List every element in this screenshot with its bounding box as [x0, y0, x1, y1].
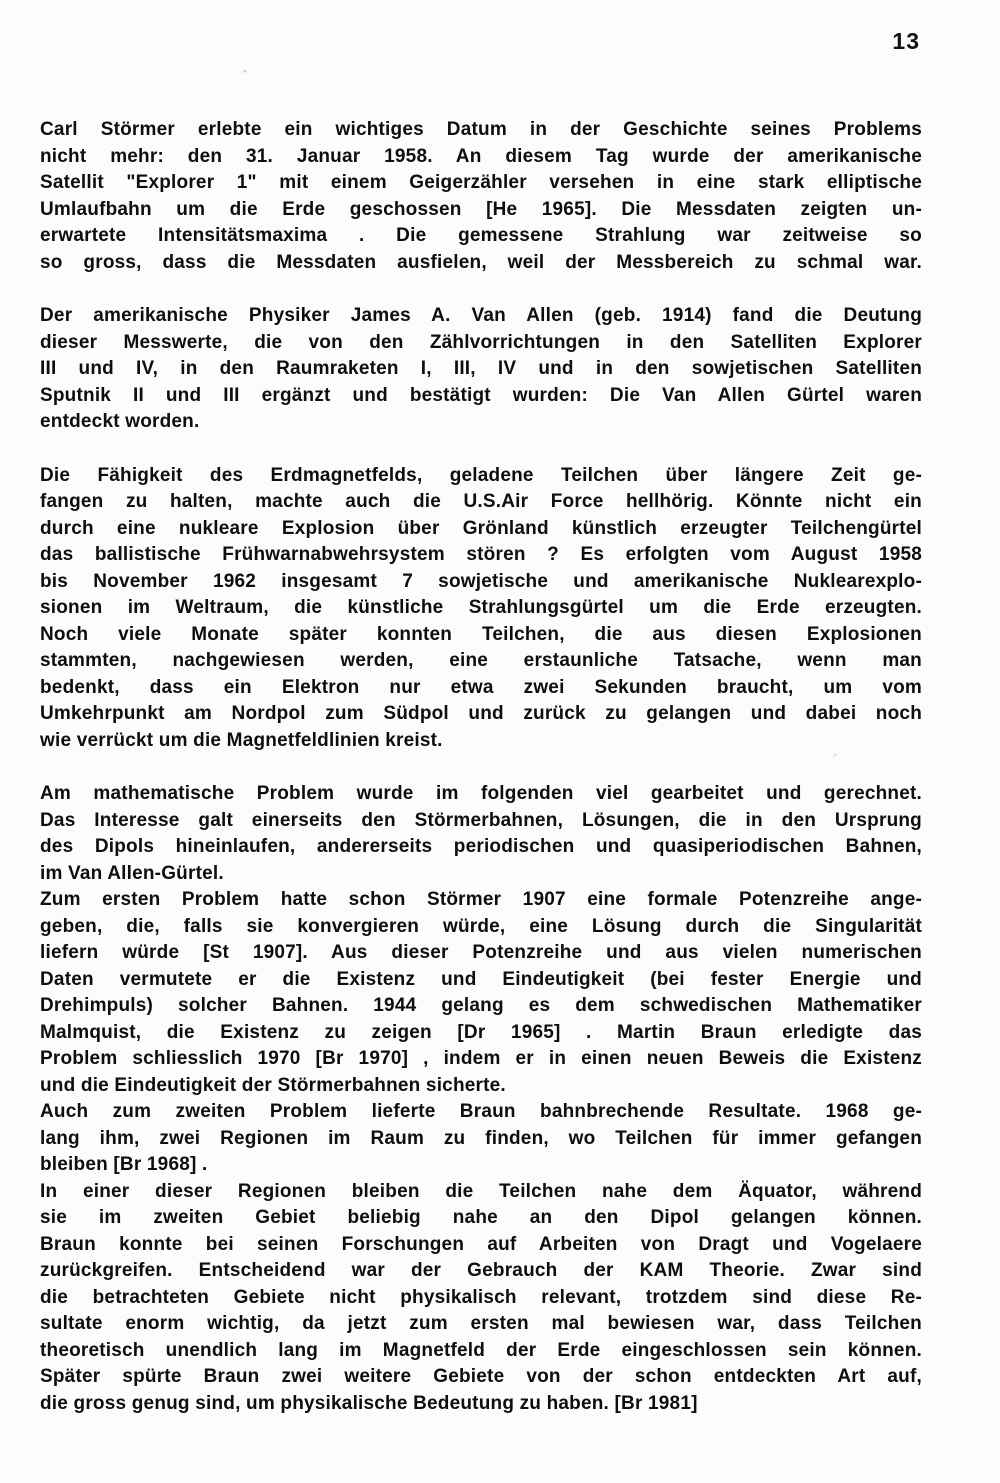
text-line: erwartete Intensitätsmaxima . Die gemessene Strahlung war zeitweise so: [40, 225, 922, 246]
text-line: des Dipols hineinlaufen, andererseits periodischen und quasiperiodischen Bahnen,: [40, 836, 922, 857]
text-line: Umkehrpunkt am Nordpol zum Südpol und zurück zu gelangen und dabei noch: [40, 703, 922, 724]
text-line: Noch viele Monate später konnten Teilchen, die aus diesen Explosionen: [40, 623, 922, 645]
text-line: Die Fähigkeit des Erdmagnetfelds, geladene Teilchen über längere Zeit ge-: [40, 464, 922, 486]
text-line: lang ihm, zwei Regionen im Raum zu finden, wo Teilchen für immer gefangen: [40, 1127, 922, 1149]
text-line: sie im zweiten Gebiet beliebig nahe an den Dipol gelangen können.: [40, 1207, 922, 1228]
paragraph: [40, 117, 922, 276]
page-content: [40, 117, 922, 1417]
text-line: III und IV, in den Raumraketen I, III, IV und in den sowjetischen Satelliten: [40, 358, 922, 379]
text-line: nicht mehr: den 31. Januar 1958. An diesem Tag wurde der amerikanische: [40, 145, 922, 167]
text-line: Satellit "Explorer 1" mit einem Geigerzähler versehen in eine stark elliptische: [40, 172, 922, 193]
text-line: Am mathematische Problem wurde im folgenden viel gearbeitet und gerechnet.: [40, 783, 922, 804]
text-line: Drehimpuls) solcher Bahnen. 1944 gelang es dem schwedischen Mathematiker: [40, 995, 922, 1016]
text-line: geben, die, falls sie konvergieren würde, eine Lösung durch die Singularität: [40, 915, 922, 937]
text-line: Braun konnte bei seinen Forschungen auf Arbeiten von Dragt und Vogelaere: [40, 1233, 922, 1255]
text-line: fangen zu halten, machte auch die U.S.Air Force hellhörig. Könnte nicht ein: [40, 491, 922, 512]
text-line: bleiben [Br 1968] .: [40, 1154, 208, 1175]
page-number: 13: [892, 28, 920, 54]
text-line: durch eine nukleare Explosion über Grönland künstlich erzeugter Teilchengürtel: [40, 517, 922, 539]
text-line: bedenkt, dass ein Elektron nur etwa zwei Sekunden braucht, um vom: [40, 676, 922, 698]
text-line: Carl Störmer erlebte ein wichtiges Datum in der Geschichte seines Problems: [40, 119, 922, 140]
text-line: Auch zum zweiten Problem lieferte Braun bahnbrechende Resultate. 1968 ge-: [40, 1101, 922, 1122]
text-line: Zum ersten Problem hatte schon Störmer 1907 eine formale Potenzreihe ange-: [40, 889, 922, 910]
text-line: wie verrückt um die Magnetfeldlinien kreist.: [40, 729, 443, 751]
text-line: so gross, dass die Messdaten ausfielen, weil der Messbereich zu schmal war.: [40, 251, 922, 273]
text-line: Das Interesse galt einerseits den Störmerbahnen, Lösungen, die in den Ursprung: [40, 809, 922, 831]
text-line: die gross genug sind, um physikalische Bedeutung zu haben. [Br 1981]: [40, 1392, 698, 1414]
text-line: dieser Messwerte, die von den Zählvorrichtungen in den Satelliten Explorer: [40, 331, 922, 353]
text-line: stammten, nachgewiesen werden, eine erstaunliche Tatsache, wenn man: [40, 650, 922, 671]
text-line: Der amerikanische Physiker James A. Van Allen (geb. 1914) fand die Deutung: [40, 305, 922, 326]
text-line: Umlaufbahn um die Erde geschossen [He 1965]. Die Messdaten zeigten un-: [40, 198, 922, 220]
text-line: Problem schliesslich 1970 [Br 1970] , indem er in einen neuen Beweis die Existenz: [40, 1048, 922, 1069]
paragraph: [40, 303, 922, 436]
text-line: entdeckt worden.: [40, 411, 200, 432]
paragraph: [40, 781, 922, 1417]
text-line: im Van Allen-Gürtel.: [40, 862, 224, 884]
text-line: Sputnik II und III ergänzt und bestätigt wurden: Die Van Allen Gürtel waren: [40, 384, 922, 406]
text-line: theoretisch unendlich lang im Magnetfeld der Erde eingeschlossen sein können.: [40, 1339, 922, 1361]
text-line: Später spürte Braun zwei weitere Gebiete von der schon entdeckten Art auf,: [40, 1366, 922, 1387]
text-line: sultate enorm wichtig, da jetzt zum ersten mal bewiesen war, dass Teilchen: [40, 1313, 922, 1334]
text-line: zurückgreifen. Entscheidend war der Gebrauch der KAM Theorie. Zwar sind: [40, 1260, 922, 1281]
text-line: sionen im Weltraum, die künstliche Strahlungsgürtel um die Erde erzeugten.: [40, 597, 922, 618]
paragraph: [40, 463, 922, 755]
text-line: Malmquist, die Existenz zu zeigen [Dr 1965] . Martin Braun erledigte das: [40, 1021, 922, 1043]
text-line: In einer dieser Regionen bleiben die Teilchen nahe dem Äquator, während: [40, 1180, 922, 1202]
text-line: das ballistische Frühwarnabwehrsystem stören ? Es erfolgten vom August 1958: [40, 544, 922, 565]
text-line: Daten vermutete er die Existenz und Eindeutigkeit (bei fester Energie und: [40, 968, 922, 990]
text-line: liefern würde [St 1907]. Aus dieser Potenzreihe und aus vielen numerischen: [40, 942, 922, 963]
text-line: bis November 1962 insgesamt 7 sowjetische und amerikanische Nuklearexplo-: [40, 570, 922, 592]
text-line: und die Eindeutigkeit der Störmerbahnen sicherte.: [40, 1074, 506, 1096]
text-line: die betrachteten Gebiete nicht physikalisch relevant, trotzdem sind diese Re-: [40, 1286, 922, 1308]
